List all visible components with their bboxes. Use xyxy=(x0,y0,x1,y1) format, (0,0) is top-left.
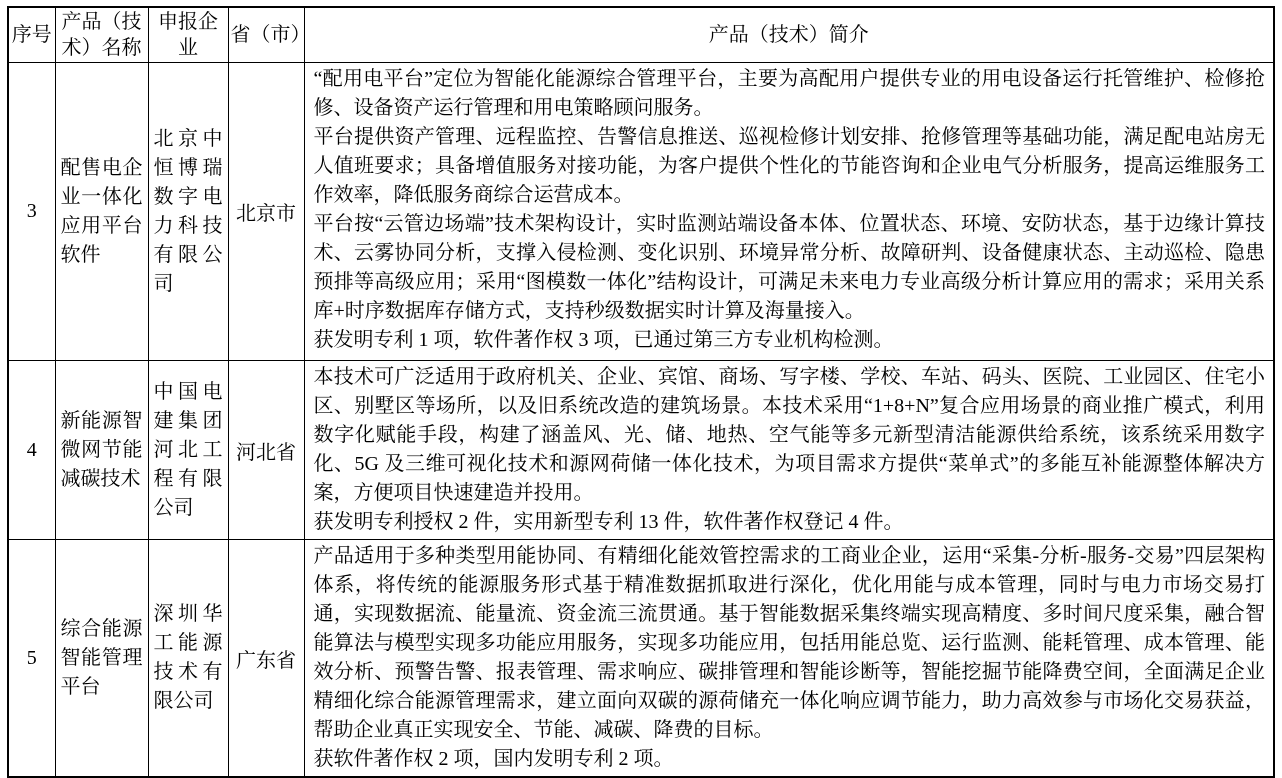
table-body xyxy=(8,63,1274,778)
intro-paragraph: 获发明专利授权 2 件，实用新型专利 13 件，软件著作权登记 4 件。 xyxy=(313,511,904,533)
intro-paragraph: 本技术可广泛适用于政府机关、企业、宾馆、商场、写字楼、学校、车站、码头、医院、工业园区、住宅小区、别墅区等场所，以及旧系统改造的建筑场景。本技术采用“1+8+N”复合应用场景的商业推广模式，利用数字化赋能手段，构建了涵盖风、光、储、地热、空气能等多元新型清洁能源供给系统，该系统采用数字化、5G 及三维可视化技术和源网荷储一体化技术，为项目需求方提供“菜单式”的多能互补能源整体解决方案，方便项目快速建造并投用。 xyxy=(313,366,1265,504)
products-table xyxy=(7,6,1275,778)
province-cell: 北京市 xyxy=(228,63,304,361)
product-name-cell: 新能源智微网节能减碳技术 xyxy=(55,361,148,540)
intro-cell xyxy=(304,63,1274,361)
table-row xyxy=(8,361,1274,540)
province-cell: 河北省 xyxy=(228,361,304,540)
intro-paragraph: 平台提供资产管理、远程监控、告警信息推送、巡视检修计划安排、抢修管理等基础功能，满足配电站房无人值班要求；具备增值服务对接功能，为客户提供个性化的节能咨询和企业电气分析服务，提高运维服务工作效率，降低服务商综合运营成本。 xyxy=(313,126,1265,206)
product-name-cell: 综合能源智能管理平台 xyxy=(55,540,148,778)
col-header-company: 申报企业 xyxy=(148,7,228,63)
company-cell: 中国电建集团河北工程有限公司 xyxy=(148,361,228,540)
header-row xyxy=(8,7,1274,63)
province-cell: 广东省 xyxy=(228,540,304,778)
table-header xyxy=(8,7,1274,63)
seq-cell: 3 xyxy=(8,63,55,361)
product-name-cell: 配售电企业一体化应用平台软件 xyxy=(55,63,148,361)
intro-cell xyxy=(304,540,1274,778)
intro-paragraph: 产品适用于多种类型用能协同、有精细化能效管控需求的工商业企业，运用“采集-分析-服务-交易”四层架构体系，将传统的能源服务形式基于精准数据抓取进行深化，优化用能与成本管理，同时与电力市场交易打通，实现数据流、能量流、资金流三流贯通。基于智能数据采集终端实现高精度、多时间尺度采集，融合智能算法与模型实现多功能应用服务，实现多功能应用，包括用能总览、运行监测、能耗管理、成本管理、能效分析、预警告警、报表管理、需求响应、碳排管理和智能诊断等，智能挖掘节能降费空间，全面满足企业精细化综合能源管理需求，建立面向双碳的源荷储充一体化响应调节能力，助力高效参与市场化交易获益，帮助企业真正实现安全、节能、减碳、降费的目标。 xyxy=(313,545,1265,741)
col-header-product-name: 产品（技术）名称 xyxy=(55,7,148,63)
seq-cell: 4 xyxy=(8,361,55,540)
col-header-province: 省（市） xyxy=(228,7,304,63)
intro-paragraph: “配用电平台”定位为智能化能源综合管理平台，主要为高配用户提供专业的用电设备运行托管维护、检修抢修、设备资产运行管理和用电策略顾问服务。 xyxy=(313,68,1265,119)
col-header-intro: 产品（技术）简介 xyxy=(304,7,1274,63)
intro-cell xyxy=(304,361,1274,540)
intro-paragraph: 平台按“云管边场端”技术架构设计，实时监测站端设备本体、位置状态、环境、安防状态，基于边缘计算技术、云雾协同分析，支撑入侵检测、变化识别、环境异常分析、故障研判、设备健康状态、主动巡检、隐患预排等高级应用；采用“图模数一体化”结构设计，可满足未来电力专业高级分析计算应用的需求；采用关系库+时序数据库存储方式，支持秒级数据实时计算及海量接入。 xyxy=(313,213,1265,322)
col-header-seq: 序号 xyxy=(8,7,55,63)
table-row xyxy=(8,63,1274,361)
intro-paragraph: 获发明专利 1 项，软件著作权 3 项，已通过第三方专业机构检测。 xyxy=(313,329,894,351)
intro-paragraph: 获软件著作权 2 项，国内发明专利 2 项。 xyxy=(313,748,674,770)
seq-cell: 5 xyxy=(8,540,55,778)
table-row xyxy=(8,540,1274,778)
company-cell: 北京中恒博瑞数字电力科技有限公司 xyxy=(148,63,228,361)
company-cell: 深圳华工能源技术有限公司 xyxy=(148,540,228,778)
